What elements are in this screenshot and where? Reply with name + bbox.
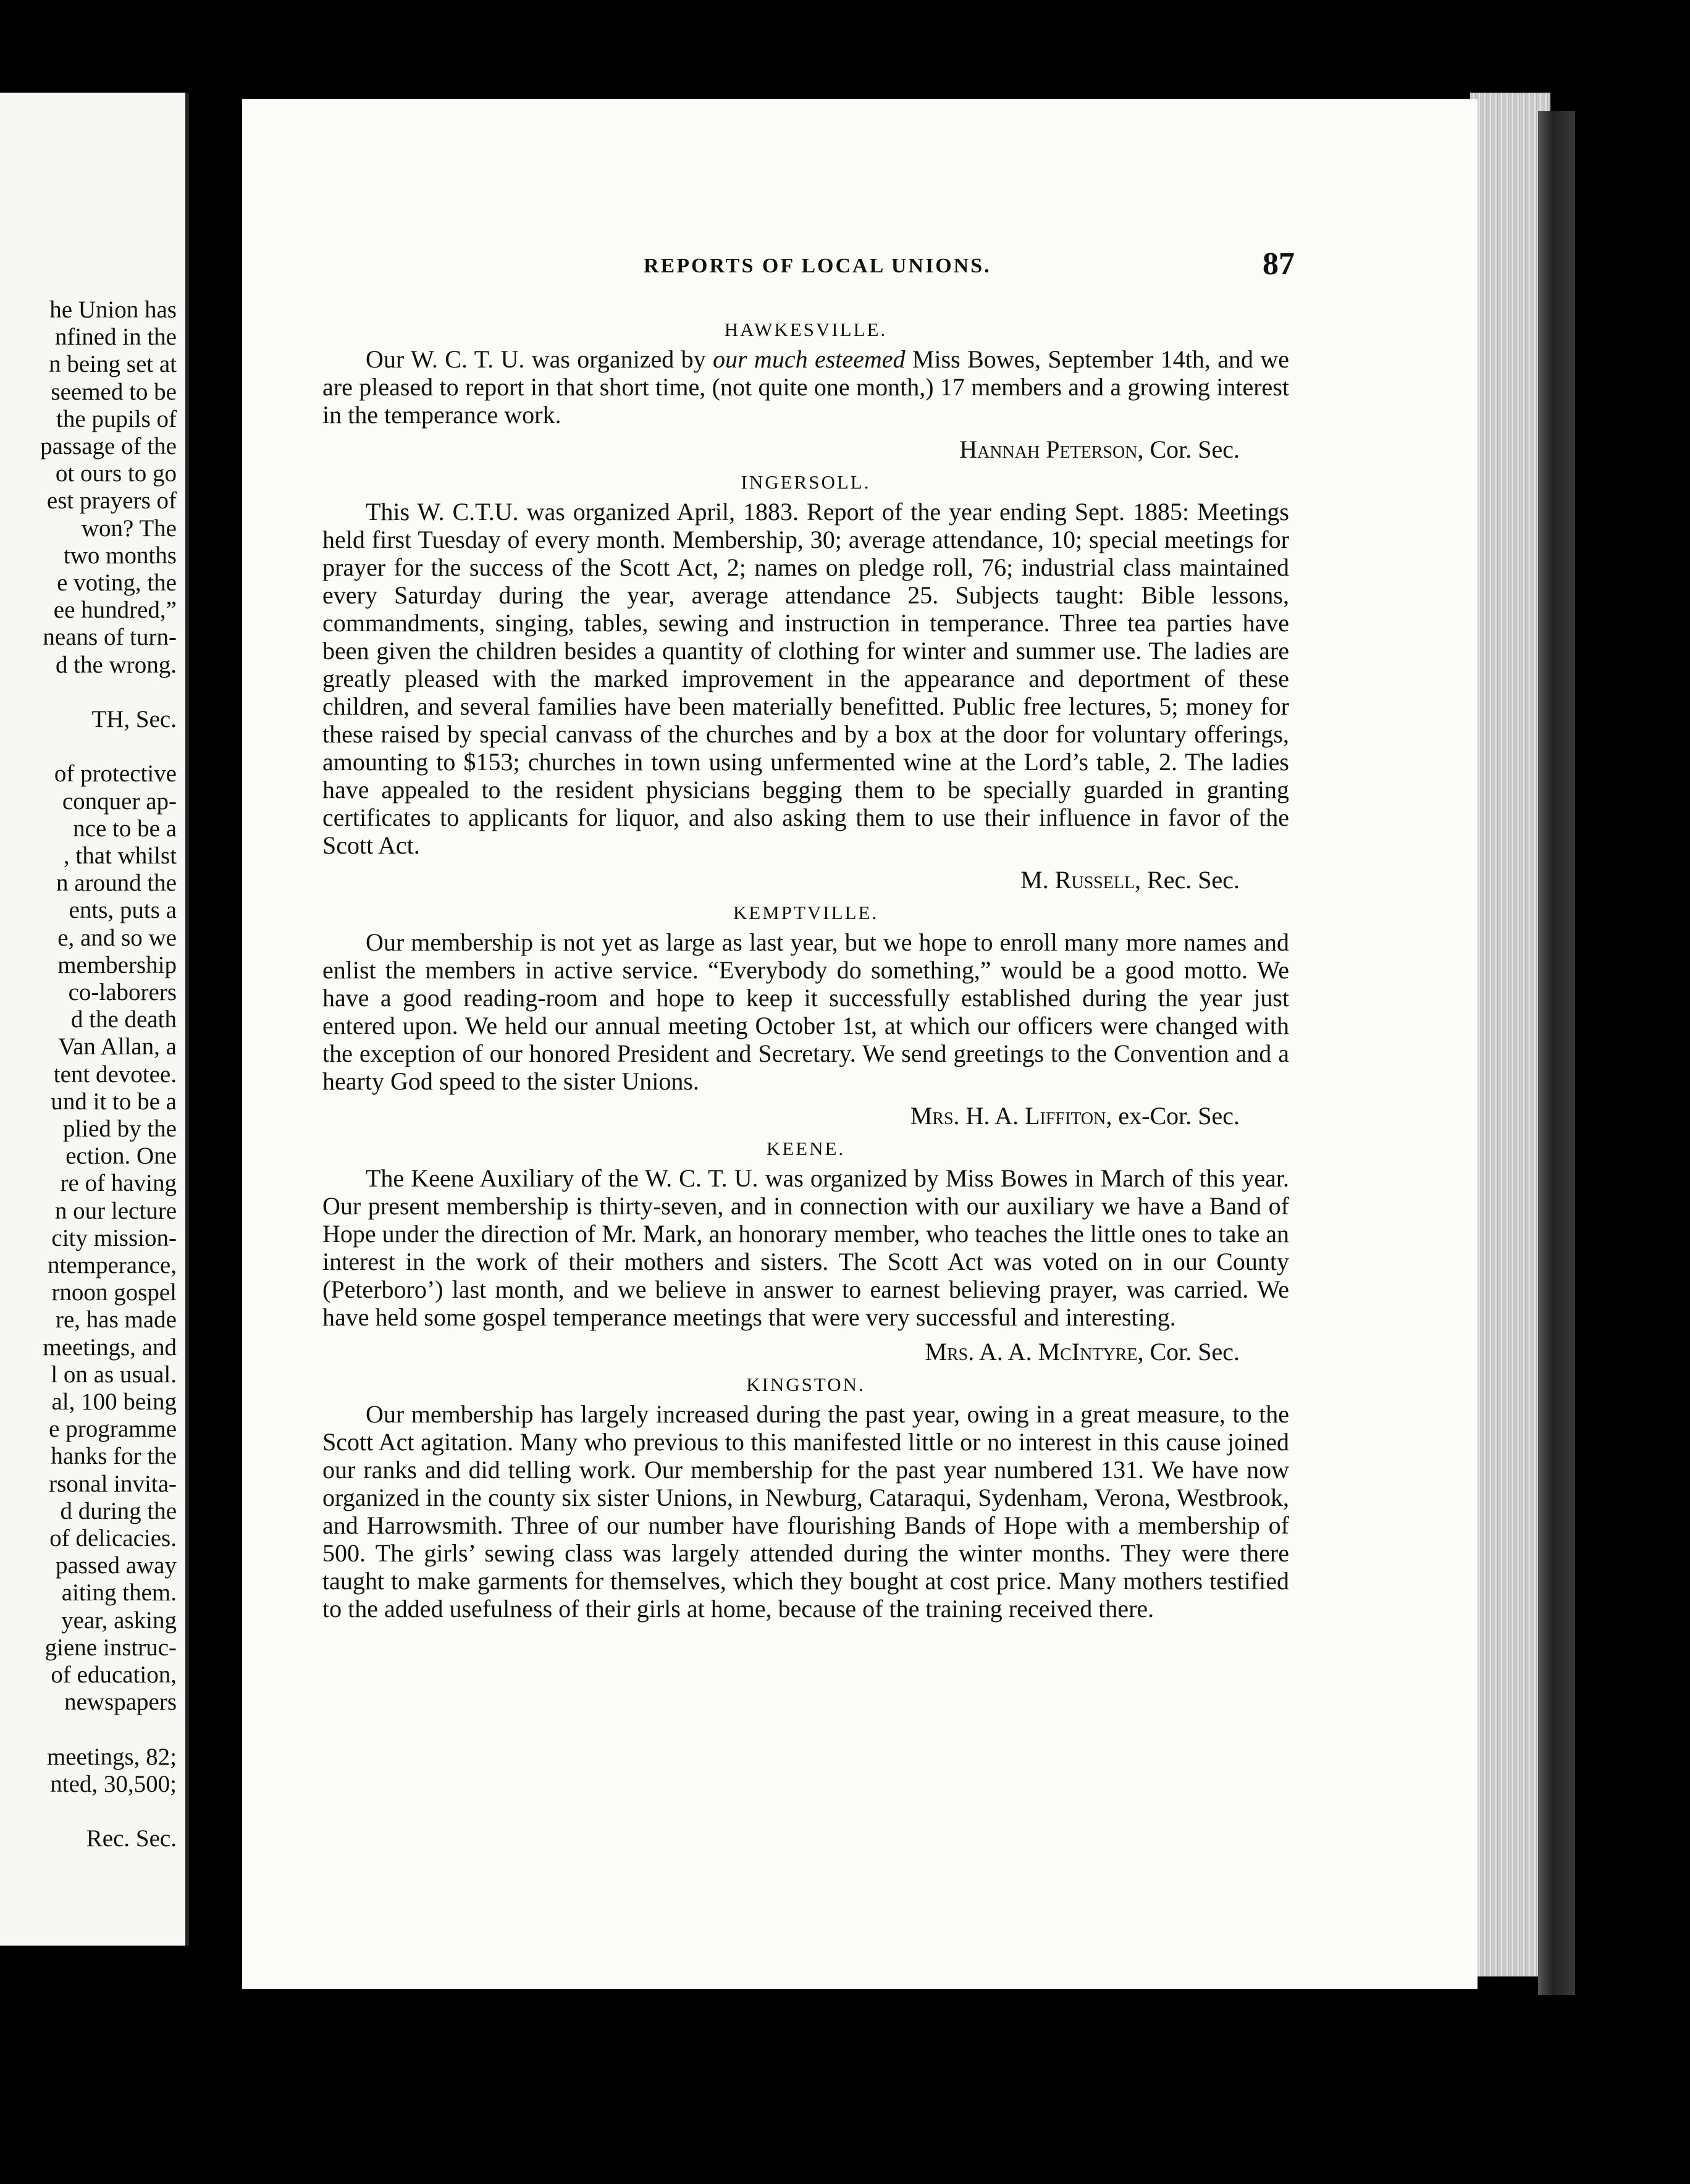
previous-page-line: re of having	[60, 1170, 177, 1197]
previous-page-line: giene instruc-	[44, 1634, 177, 1661]
signatory-title: , ex-Cor. Sec.	[1106, 1102, 1240, 1130]
page-content	[322, 312, 1289, 1623]
previous-page-line: n our lecture	[54, 1197, 177, 1224]
signature	[322, 865, 1289, 895]
previous-page-line: ntemperance,	[48, 1252, 177, 1279]
previous-page-line: re, has made	[56, 1306, 177, 1334]
previous-page-line: two months	[63, 542, 177, 569]
page-header	[242, 246, 1478, 289]
previous-page-line: ection. One	[65, 1143, 177, 1170]
signatory-title: , Rec. Sec.	[1135, 866, 1240, 894]
previous-page-fragment	[0, 93, 189, 1946]
signature	[322, 1101, 1289, 1131]
previous-page-line: e programme	[49, 1416, 177, 1443]
emphasis-text: our much esteemed	[713, 345, 906, 373]
previous-page-line: n being set at	[49, 351, 177, 378]
previous-page-line: seemed to be	[51, 378, 177, 405]
previous-page-line: he Union has	[49, 296, 177, 323]
previous-page-line: hanks for the	[51, 1443, 177, 1470]
signature	[322, 435, 1289, 464]
previous-page-line: of delicacies.	[49, 1525, 177, 1552]
previous-page-line: passage of the	[40, 433, 177, 460]
signatory-name: Mrs. H. A. Liffiton	[910, 1102, 1106, 1130]
previous-page-line: won? The	[81, 514, 177, 542]
previous-page-line: of protective	[54, 760, 177, 788]
previous-page-line: est prayers of	[46, 487, 177, 514]
signatory-name: M. Russell	[1020, 866, 1135, 894]
previous-page-line: the pupils of	[56, 405, 177, 432]
previous-page-line: meetings, 82;	[46, 1743, 177, 1770]
book-cover-edge	[1538, 111, 1575, 1995]
previous-page-line: passed away	[55, 1552, 177, 1579]
previous-page-line: TH, Sec.	[91, 706, 177, 733]
section-heading: KEMPTVILLE.	[733, 902, 879, 923]
previous-page-line: l on as usual.	[51, 1361, 177, 1388]
previous-page-line: nfined in the	[54, 324, 177, 351]
section-heading: INGERSOLL.	[741, 471, 871, 493]
previous-page-line: year, asking	[61, 1606, 177, 1634]
previous-page-line: nted, 30,500;	[50, 1770, 177, 1797]
section-heading: KINGSTON.	[746, 1374, 865, 1395]
previous-page-line: d the death	[70, 1006, 177, 1033]
previous-page-line: ot ours to go	[55, 460, 177, 487]
report-paragraph: Our W. C. T. U. was organized by our much esteemed Miss Bowes, September 14th, and we are pleased to report in that short time, (not quite one month,) 17 members and a growing interest in the temperance work.	[322, 345, 1289, 429]
previous-page-line: aiting them.	[61, 1579, 177, 1606]
previous-page-line: ents, puts a	[69, 897, 177, 924]
previous-page-line: membership	[57, 951, 177, 978]
previous-page-line: und it to be a	[51, 1088, 177, 1115]
book-page	[242, 99, 1478, 1989]
report-paragraph: Our membership is not yet as large as last year, but we hope to enroll many more names and enlist the members in active service. “Everybody do something,” would be a good motto. We have a good reading-room and hope to keep it successfully established during the year just entered upon. We held our annual meeting October 1st, at which our officers were changed with the exception of our honored President and Secretary. We send greetings to the Convention and a hearty God speed to the sister Unions.	[322, 928, 1289, 1095]
previous-page-line: n around the	[56, 870, 177, 897]
signature	[322, 1337, 1289, 1367]
report-hawkesville	[322, 317, 1289, 464]
previous-page-line: city mission-	[51, 1224, 177, 1251]
previous-page-line: Van Allan, a	[58, 1033, 177, 1060]
previous-page-line: e, and so we	[57, 924, 177, 951]
report-paragraph: Our membership has largely increased during the past year, owing in a great measure, to the Scott Act agitation. Many who previous to this manifested little or no interest in this cause joined our ranks and did telling work. Our membership for the past year numbered 131. We have now organized in the county six sister Unions, in Newburg, Cataraqui, Sydenham, Verona, Westbrook, and Harrowsmith. Three of our number have flourishing Bands of Hope with a membership of 500. The girls’ sewing class was largely attended during the winter months. They were there taught to make garments for themselves, which they bought at cost price. Many mothers testified to the added usefulness of their girls at home, because of the training received there.	[322, 1400, 1289, 1623]
previous-page-line: newspapers	[64, 1689, 177, 1716]
previous-page-line: ee hundred,”	[53, 597, 177, 624]
signatory-name: Mrs. A. A. McIntyre	[925, 1338, 1138, 1366]
report-kingston	[322, 1372, 1289, 1623]
previous-page-line: d the wrong.	[55, 651, 177, 678]
page-number: 87	[1263, 246, 1295, 282]
report-paragraph: This W. C.T.U. was organized April, 1883. Report of the year ending Sept. 1885: Meetings held first Tuesday of every month. Membership, 30; average attendance, 10; special meetings for prayer for the success of the Scott Act, 2; names on pledge roll, 76; industrial class maintained every Saturday during the year, average attendance 25. Subjects taught: Bible lessons, commandments, singing, tables, sewing and instruction in temperance. Three tea parties have been given the children besides a quantity of clothing for winter and summer use. The ladies are greatly pleased with the marked improvement in the appearance and deportment of these children, and several families have been materially benefitted. Public free lectures, 5; money for these raised by special canvass of the churches and by a box at the door for voluntary offerings, amounting to $153; churches in town using unfermented wine at the Lord’s table, 2. The ladies have appealed to the resident physicians begging them to be specially guarded in granting certificates to applicants for liquor, and also asking them to use their influence in favor of the Scott Act.	[322, 498, 1289, 859]
running-head: REPORTS OF LOCAL UNIONS.	[644, 254, 991, 277]
previous-page-line: neans of turn-	[43, 624, 177, 651]
previous-page-line: nce to be a	[73, 815, 177, 842]
previous-page-line: al, 100 being	[51, 1388, 177, 1415]
previous-page-line: , that whilst	[63, 842, 177, 869]
previous-page-line: rsonal invita-	[49, 1470, 177, 1497]
report-keene	[322, 1136, 1289, 1367]
previous-page-line: of education,	[51, 1661, 177, 1688]
previous-page-line: d during the	[60, 1497, 177, 1524]
previous-page-line: Rec. Sec.	[86, 1825, 177, 1852]
report-ingersoll	[322, 469, 1289, 895]
previous-page-line: conquer ap-	[62, 788, 177, 815]
report-paragraph: The Keene Auxiliary of the W. C. T. U. was organized by Miss Bowes in March of this year. Our present membership is thirty-seven, and in connection with our auxiliary we have a Band of Hope under the direction of Mr. Mark, an honorary member, who teaches the little ones to take an interest in the work of their mothers and sisters. The Scott Act was voted on in our County (Peterboro’) last month, and we believe in answer to earnest believing prayer, was carried. We have held some gospel temperance meetings that were very successful and interesting.	[322, 1164, 1289, 1331]
previous-page-line: tent devotee.	[53, 1060, 177, 1088]
previous-page-line: meetings, and	[43, 1334, 177, 1361]
section-heading: HAWKESVILLE.	[724, 319, 888, 340]
previous-page-line: e voting, the	[57, 569, 177, 596]
previous-page-line: plied by the	[62, 1115, 177, 1142]
section-heading: KEENE.	[766, 1138, 846, 1159]
signatory-title: , Cor. Sec.	[1137, 435, 1240, 463]
report-kemptville	[322, 900, 1289, 1131]
signatory-name: Hannah Peterson	[959, 435, 1138, 463]
signatory-title: , Cor. Sec.	[1137, 1338, 1240, 1366]
previous-page-line: co-laborers	[68, 979, 177, 1006]
previous-page-line: rnoon gospel	[51, 1279, 177, 1306]
